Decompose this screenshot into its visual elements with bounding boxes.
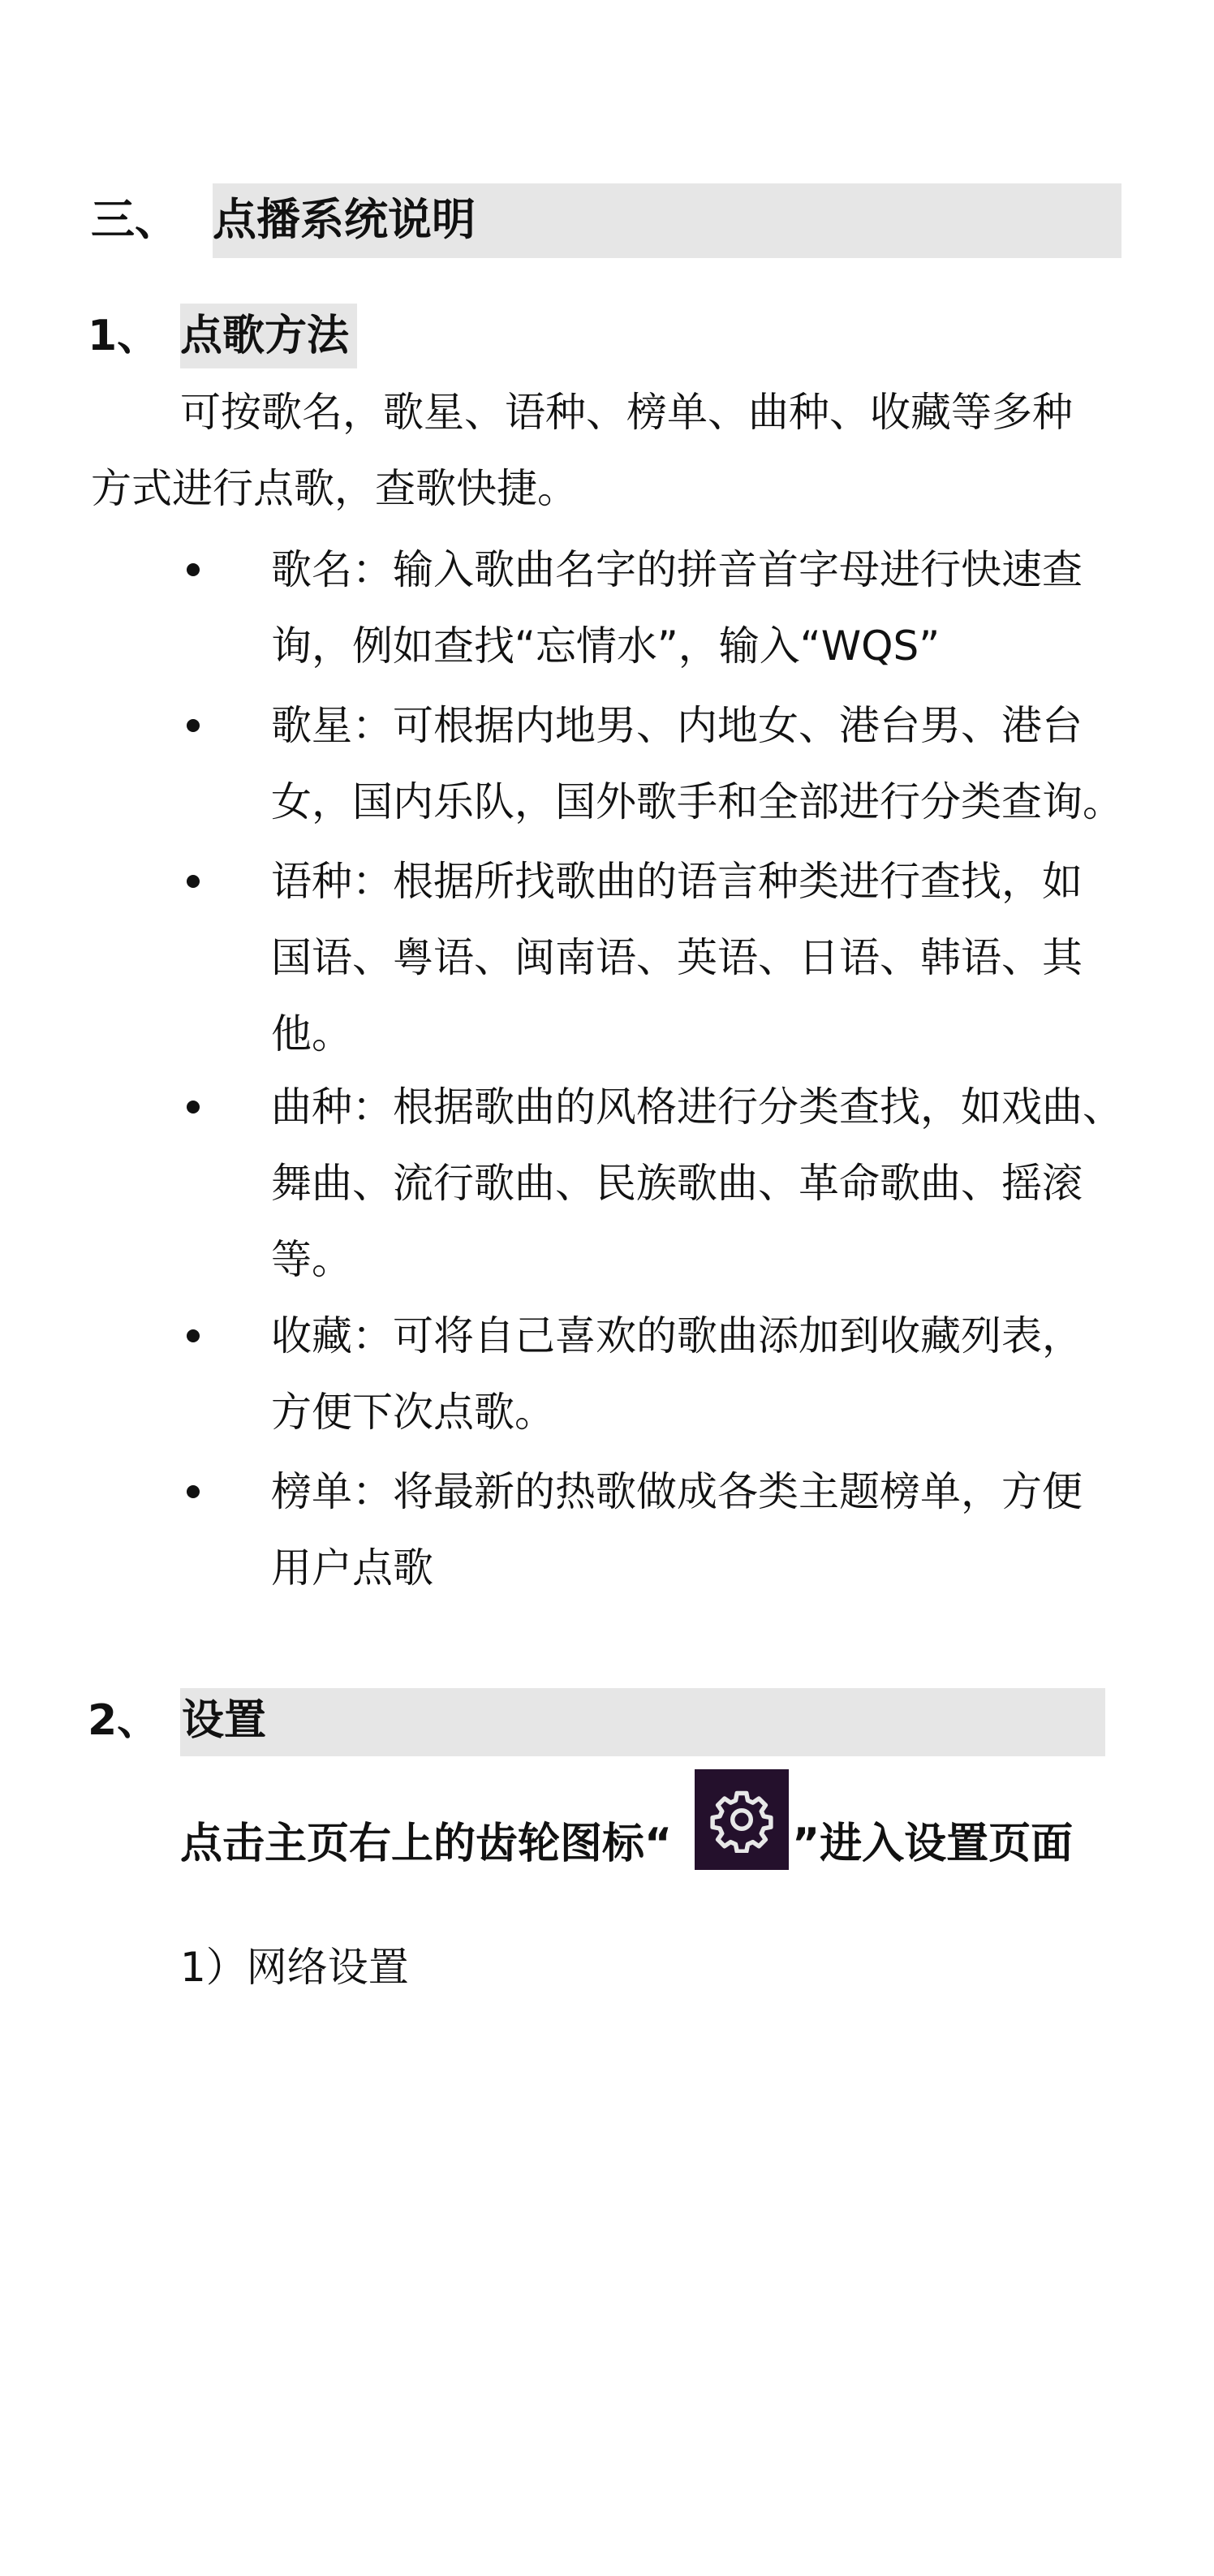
network-settings-item: 1）网络设置 [180, 1944, 409, 1991]
bullet-line: 舞曲、流行歌曲、民族歌曲、革命歌曲、摇滚 [271, 1160, 1083, 1207]
bullet-line: 歌星：可根据内地男、内地女、港台男、港台 [271, 702, 1083, 749]
bullet-dot [187, 1485, 200, 1498]
bullet-dot [187, 875, 200, 888]
bullet-dot [187, 719, 200, 732]
bullet-line: 女，国内乐队，国外歌手和全部进行分类查询。 [271, 778, 1123, 825]
bullet-dot [187, 1329, 200, 1342]
intro-line-1: 可按歌名，歌星、语种、榜单、曲种、收藏等多种 [180, 389, 1073, 436]
bullet-line: 曲种：根据歌曲的风格进行分类查找，如戏曲、 [271, 1083, 1123, 1131]
bullet-line: 榜单：将最新的热歌做成各类主题榜单，方便 [271, 1468, 1083, 1515]
subsection-1-number: 1、 [88, 312, 160, 360]
subsection-2-number: 2、 [88, 1696, 160, 1745]
bullet-dot [187, 1101, 200, 1114]
subsection-1-title: 点歌方法 [180, 304, 357, 368]
bullet-line: 歌名：输入歌曲名字的拼音首字母进行快速查 [271, 546, 1083, 593]
section-number: 三、 [91, 194, 179, 245]
bullet-line: 国语、粤语、闽南语、英语、日语、韩语、其 [271, 934, 1083, 981]
bullet-dot [187, 563, 200, 576]
bullet-line: 询，例如查找“忘情水”，输入“WQS” [271, 622, 941, 670]
settings-instruction-before: 点击主页右上的齿轮图标“ [180, 1820, 673, 1868]
bullet-line: 方便下次点歌。 [271, 1389, 555, 1436]
bullet-line: 用户点歌 [271, 1544, 433, 1592]
section-title: 点播系统说明 [213, 194, 476, 245]
gear-icon-glyph [708, 1786, 775, 1853]
gear-icon [695, 1769, 789, 1870]
bullet-line: 语种：根据所找歌曲的语言种类进行查找，如 [271, 858, 1083, 905]
bullet-line: 他。 [271, 1010, 352, 1058]
bullet-line: 收藏：可将自己喜欢的歌曲添加到收藏列表， [271, 1312, 1083, 1359]
subsection-2-title: 设置 [182, 1696, 267, 1745]
intro-line-2: 方式进行点歌，查歌快捷。 [91, 465, 578, 512]
subsection-2-title-highlight [180, 1688, 1105, 1756]
bullet-line: 等。 [271, 1236, 352, 1283]
settings-instruction-after: ”进入设置页面 [792, 1820, 1074, 1868]
